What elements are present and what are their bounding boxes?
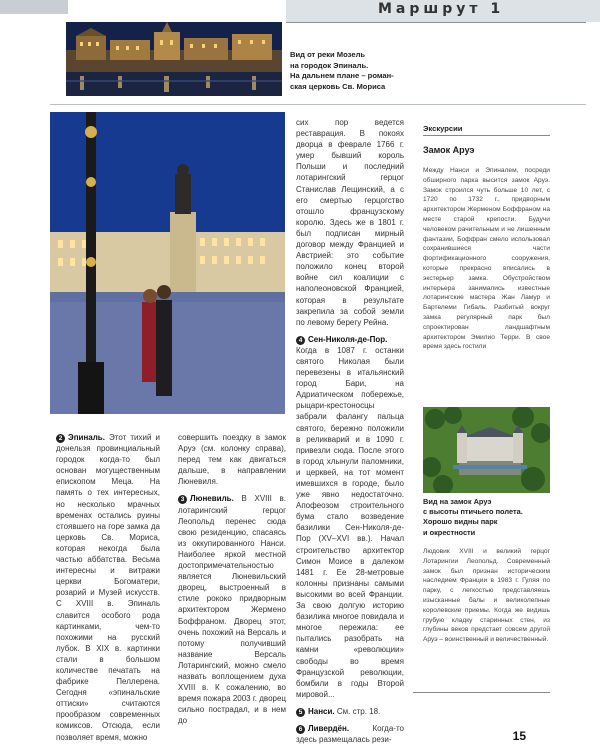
route-title: Маршрут 1 [378,1,505,17]
caption-line: ская церковь Св. Мориса [290,81,386,91]
stop-number-badge: 4 [296,336,305,345]
stop-text: Когда-то здесь размещалась рези- [296,723,404,745]
photo-top-caption [290,50,490,92]
caption-line: Хорошо видны парк [423,517,498,527]
stop-heading: Эпиналь. [68,433,105,442]
paragraph: Между Нанси и Эпиналем, посреди обширного парка высится замок Аруэ. Замок строился чуть больше 10 лет, с 1720 по 1732 г., придворным архитектором Жерменом Боффраном на месте старой крепости. Будучи человеком рачительным и не лишенным фантазии, Боффран смело использовал сохранившиеся части фортификационного сооружения, которые прекрасно вписались в экстерьер замка. Обустройством интерьера занимались известные лотарингские мастера Жан Ламур и Бартелеми Гибаль. Разбитый вокруг замка регулярный парк был спроектирован ландшафтным архитектором Эмилио Терри. В свое время здесь гостили [423,167,550,351]
page-number: 15 [512,729,526,743]
sidebar-text-continued [423,547,550,645]
column-epinal [56,432,160,743]
paragraph: сих пор ведется реставрация. В покоях дворца в феврале 1766 г. умер бывший король Польши и последний лотарингский герцог Станислав Лещинский, а с его смертью герцогство отошло французскому королю. Здесь же в 1801 г. был подписан мирный договор между Францией и Австрией: это событие положило конец второй войне сил коалиции с наполеоновской Францией, которая в результате закрепила за собой земли по левому берегу Рейна. [296,118,404,327]
stop-number-badge: 6 [296,725,305,734]
caption-line: На дальнем плане – роман- [290,71,394,80]
caption-line: Вид на замок Аруэ [423,497,492,506]
section-rule [50,104,586,105]
stop-heading: Люневиль. [190,494,234,504]
header-band-left [0,0,68,14]
stop-heading: Нанси. [308,706,335,716]
castle-photo-caption [423,497,550,538]
stop-number-badge: 3 [178,495,187,504]
haroue-castle-photo [423,407,550,493]
paragraph: Людовик XVIII и великий герцог Лотарингии Леопольд. Современный замок был признан историческим наследием Франции в 1983 г. Гуляя по парку, с легкостью представляешь изысканные балы и великолепные королевские приемы. Когда же видишь грубую кладку старинных стен, из глубины веков предстает совсем другой Аруэ – воинственный и величественный. [423,548,550,644]
stop-text: В XVIII в. лотарингский герцог Леопольд перенес сюда свою резиденцию, спасаясь из оккупированного Нанси. Наиболее яркой местной достопримечательностью является Люневильский дворец, выстроенный в стиле рококо придворным архитектором Жермено Боффраном. Дворец этот, очень похожий на Версаль и потому получивший название Версаль Лотарингский, можно смело назвать воплощением духа XVIII в. К сожалению, во время пожара 2003 г. дворец сильно пострадал, и в нем до [178,494,286,726]
caption-line: Вид от реки Мозель [290,50,366,59]
caption-line: с высоты птичьего полета. [423,507,523,517]
stop-heading: Сен-Николя-де-Пор. [308,334,388,344]
stop-text: См. стр. 18. [336,706,381,716]
sidebar-bottom-rule [413,692,550,693]
stop-text: Этот тихий и донельзя провинциальный городок когда-то был основан могущественным епископом Меца. На память о тех интересных, но несколько мрачных временах остались руины стоявшего на горе замка да церковь Св. Мориса, которая некогда была частью аббатства. Весьма интересны и витражи церкви Богоматери, розарий и Музей искусств. С XVIII в. Эпиналь славится особого рода картинками, чем-то похожими на русский лубок. В XIX в. картинки стали в большом количестве печатать на фабрике Пеллерена. Сегодня «эпинальские оттиски» считаются прообразом современных комиксов. Отсюда, если позволяет время, можно [56,433,160,742]
header-rule [286,22,586,23]
paragraph: совершить поездку в замок Аруэ (см. колонку справа), перед тем как двигаться дальше, в направлении Люневиля. [178,433,286,487]
place-stanislas-photo [50,112,285,414]
column-luneville [178,432,286,726]
sidebar-rule [423,135,550,136]
caption-line: и окрестности [423,527,476,537]
sidebar-label: Экскурсии [423,124,463,133]
column-saint-nicolas [296,117,404,745]
stop-text: Когда в 1087 г. останки святого Николая были перевезены в итальянский город Бари, на Адриатическом побережье, рыцари-крестоносцы забрали фалангу пальца святого, бережно положили в реликварий и в 1090 г. привезли сюда. После этого в город хлынули паломники, и церквей, на тот момент имевшихся в городе, было уже явно недостаточно. Апофеозом строительного бума стало возведение базилики Сен-Николя-де-Пор (XV–XVI вв.). Начал строительство архитектор Симон Моисе в далеком 1481 г. Ее 28-метровые колонны признаны самыми высокими во всей Франции. За свою долгую историю базилика многое повидала и многое пережила: ее пытались разобрать на камни «революции» свободы во время Французской революции, бомбили в годы Второй мировой... [296,345,404,699]
sidebar-title: Замок Аруэ [423,145,475,155]
stop-number-badge: 2 [56,434,65,443]
stop-number-badge: 5 [296,708,305,717]
caption-line: на городок Эпиналь. [290,60,369,70]
sidebar-text [423,166,550,352]
epinal-night-photo [66,22,282,96]
stop-heading: Ливердён. [308,723,350,733]
